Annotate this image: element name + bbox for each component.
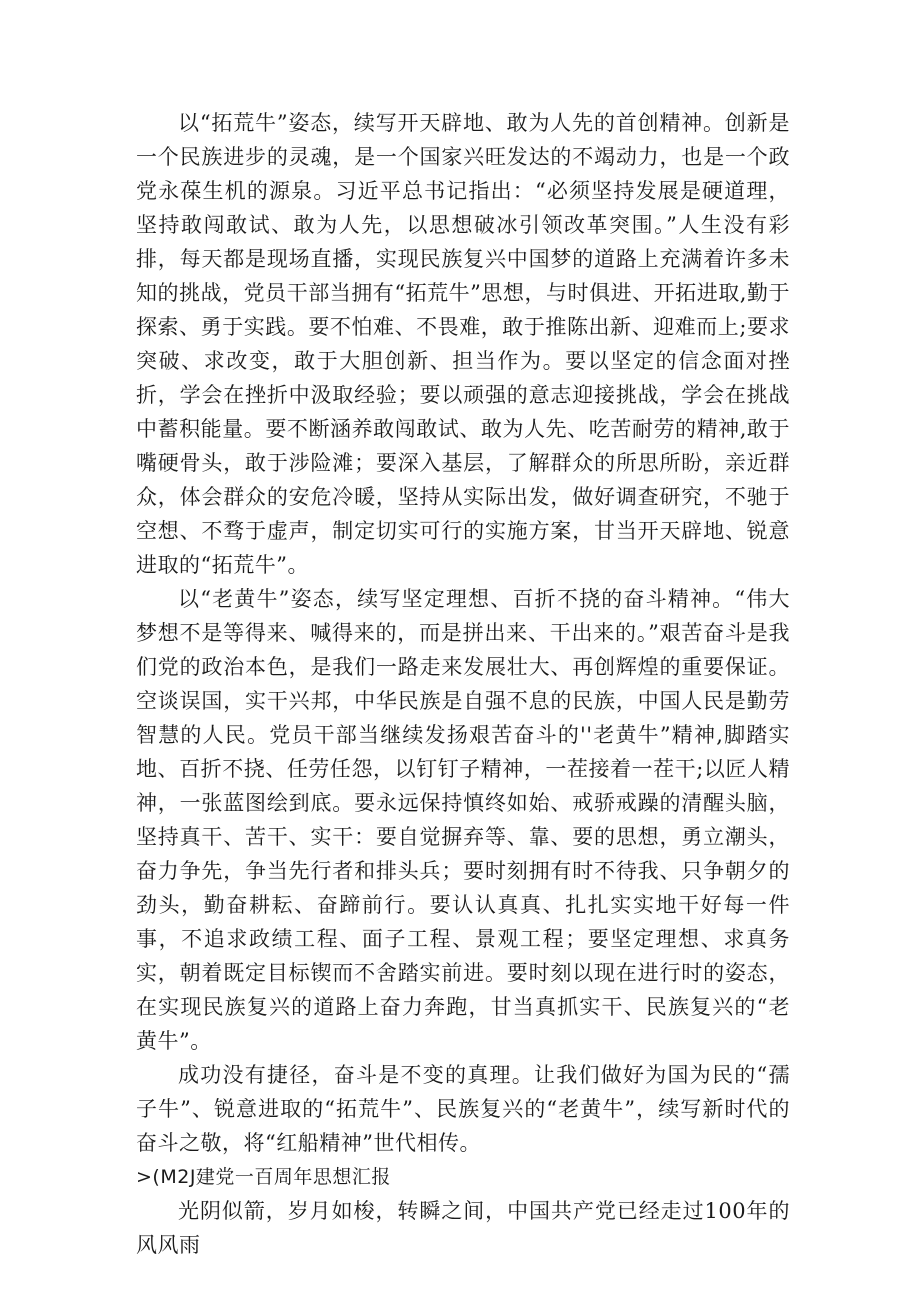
section-heading: >(M2J建党一百周年思想汇报	[136, 1166, 391, 1188]
document-body	[136, 106, 790, 1262]
paragraph-opening: 光阴似箭，岁月如梭，转瞬之间，中国共产党已经走过100年的风风雨	[136, 1199, 790, 1257]
paragraph-conclusion: 成功没有捷径，奋斗是不变的真理。让我们做好为国为民的“孺子牛”、锐意进取的“拓荒牛”、民族复兴的“老黄牛”，续写新时代的奋斗之敬，将“红船精神”世代相传。	[136, 1063, 790, 1155]
paragraph-pioneer-ox: 以“拓荒牛”姿态，续写开天辟地、敢为人先的首创精神。创新是一个民族进步的灵魂，是一个国家兴旺发达的不竭动力，也是一个政党永葆生机的源泉。习近平总书记指出：“必须坚持发展是硬道理，坚持敢闯敢试、敢为人先，以思想破冰引领改革突围。”人生没有彩排，每天都是现场直播，实现民族复兴中国梦的道路上充满着许多未知的挑战，党员干部当拥有“拓荒牛”思想，与时俱进、开拓进取,勤于探索、勇于实践。要不怕难、不畏难，敢于推陈出新、迎难而上;要求突破、求改变，敢于大胆创新、担当作为。要以坚定的信念面对挫折，学会在挫折中汲取经验；要以顽强的意志迎接挑战，学会在挑战中蓄积能量。要不断涵养敢闯敢试、敢为人先、吃苦耐劳的精神,敢于嘴硬骨头，敢于涉险滩；要深入基层，了解群众的所思所盼，亲近群众，体会群众的安危冷暖，坚持从实际出发，做好调查研究，不驰于空想、不骛于虚声，制定切实可行的实施方案，甘当开天辟地、锐意进取的“拓荒牛”。	[136, 111, 790, 577]
paragraph-old-yellow-ox: 以“老黄牛”姿态，续写坚定理想、百折不挠的奋斗精神。“伟大梦想不是等得来、喊得来的，而是拼出来、干出来的。”艰苦奋斗是我们党的政治本色，是我们一路走来发展壮大、再创辉煌的重要保证。空谈误国，实干兴邦，中华民族是自强不息的民族，中国人民是勤劳智慧的人民。党员干部当继续发扬艰苦奋斗的''老黄牛”精神,脚踏实地、百折不挠、任劳任怨，以钉钉子精神，一茬接着一茬干;以匠人精神，一张蓝图绘到底。要永远保持慎终如始、戒骄戒躁的清醒头脑，坚持真干、苦干、实干：要自觉摒弃等、靠、要的思想，勇立潮头，奋力争先，争当先行者和排头兵；要时刻拥有时不待我、只争朝夕的劲头，勤奋耕耘、奋蹄前行。要认认真真、扎扎实实地干好每一件事，不追求政绩工程、面子工程、景观工程；要坚定理想、求真务实，朝着既定目标锲而不舍踏实前进。要时刻以现在进行时的姿态，在实现民族复兴的道路上奋力奔跑，甘当真抓实干、民族复兴的“老黄牛”。	[136, 587, 790, 1053]
